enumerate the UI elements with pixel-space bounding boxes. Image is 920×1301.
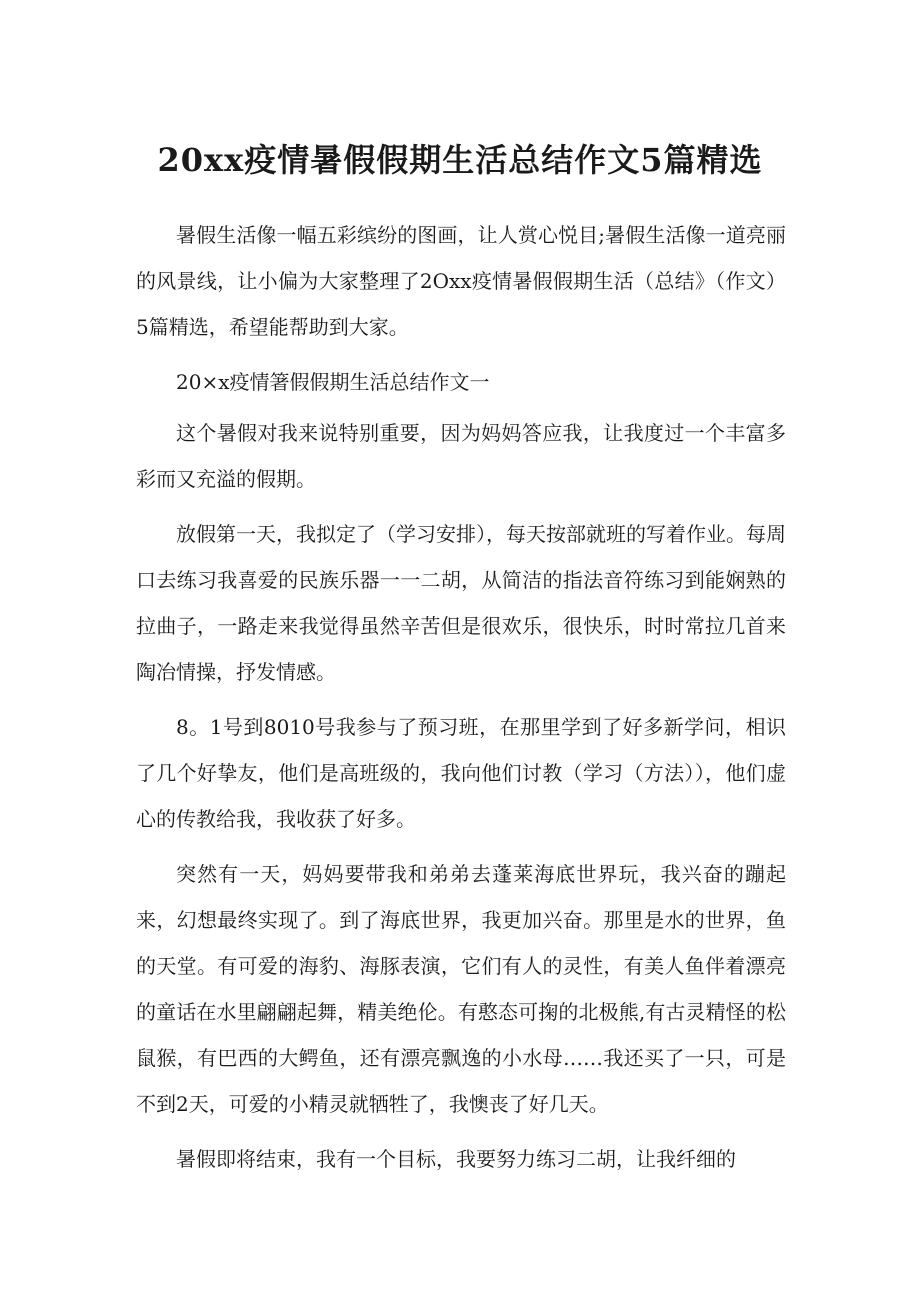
paragraph-intro: 暑假生活像一幅五彩缤纷的图画，让人赏心悦目;暑假生活像一道亮丽的风景线，让小偏为大家整理了2Oxx疫情暑假假期生活（总结》（作文）5篇精选，希望能帮助到大家。 bbox=[136, 223, 786, 339]
document-title: 20xx疫情暑假假期生活总结作文5篇精选 bbox=[157, 141, 763, 179]
paragraph: 放假第一天，我拟定了（学习安排），每天按部就班的写着作业。每周口去练习我喜爱的民族乐器一一二胡，从简洁的指法音符练习到能娴熟的拉曲子，一路走来我觉得虽然辛苦但是很欢乐，很快乐，时时常拉几首来陶冶情操，抒发情感。 bbox=[136, 522, 786, 684]
section-heading: 20×x疫情箸假假期生活总结作文一 bbox=[176, 370, 490, 394]
paragraph: 8。1号到8010号我参与了预习班，在那里学到了好多新学问，相识了几个好挚友，他们是高班级的，我向他们讨教（学习（方法）），他们虚心的传教给我，我收获了好多。 bbox=[136, 715, 786, 831]
paragraph: 这个暑假对我来说特别重要，因为妈妈答应我，让我度过一个丰富多彩而又充溢的假期。 bbox=[136, 421, 786, 491]
paragraph: 突然有一天，妈妈要带我和弟弟去蓬莱海底世界玩，我兴奋的蹦起来，幻想最终实现了。到了海底世界，我更加兴奋。那里是水的世界，鱼的天堂。有可爱的海豹、海豚表演，它们有人的灵性，有美人鱼伴着漂亮的童话在水里翩翩起舞，精美绝伦。有憨态可掬的北极熊,有古灵精怪的松鼠猴，有巴西的大鳄鱼，还有漂亮飘逸的小水母……我还买了一只，可是不到2天，可爱的小精灵就牺牲了，我懊丧了好几天。 bbox=[136, 862, 786, 1116]
paragraph: 暑假即将结束，我有一个目标，我要努力练习二胡，让我纤细的 bbox=[176, 1147, 736, 1171]
document-body bbox=[136, 212, 786, 1191]
